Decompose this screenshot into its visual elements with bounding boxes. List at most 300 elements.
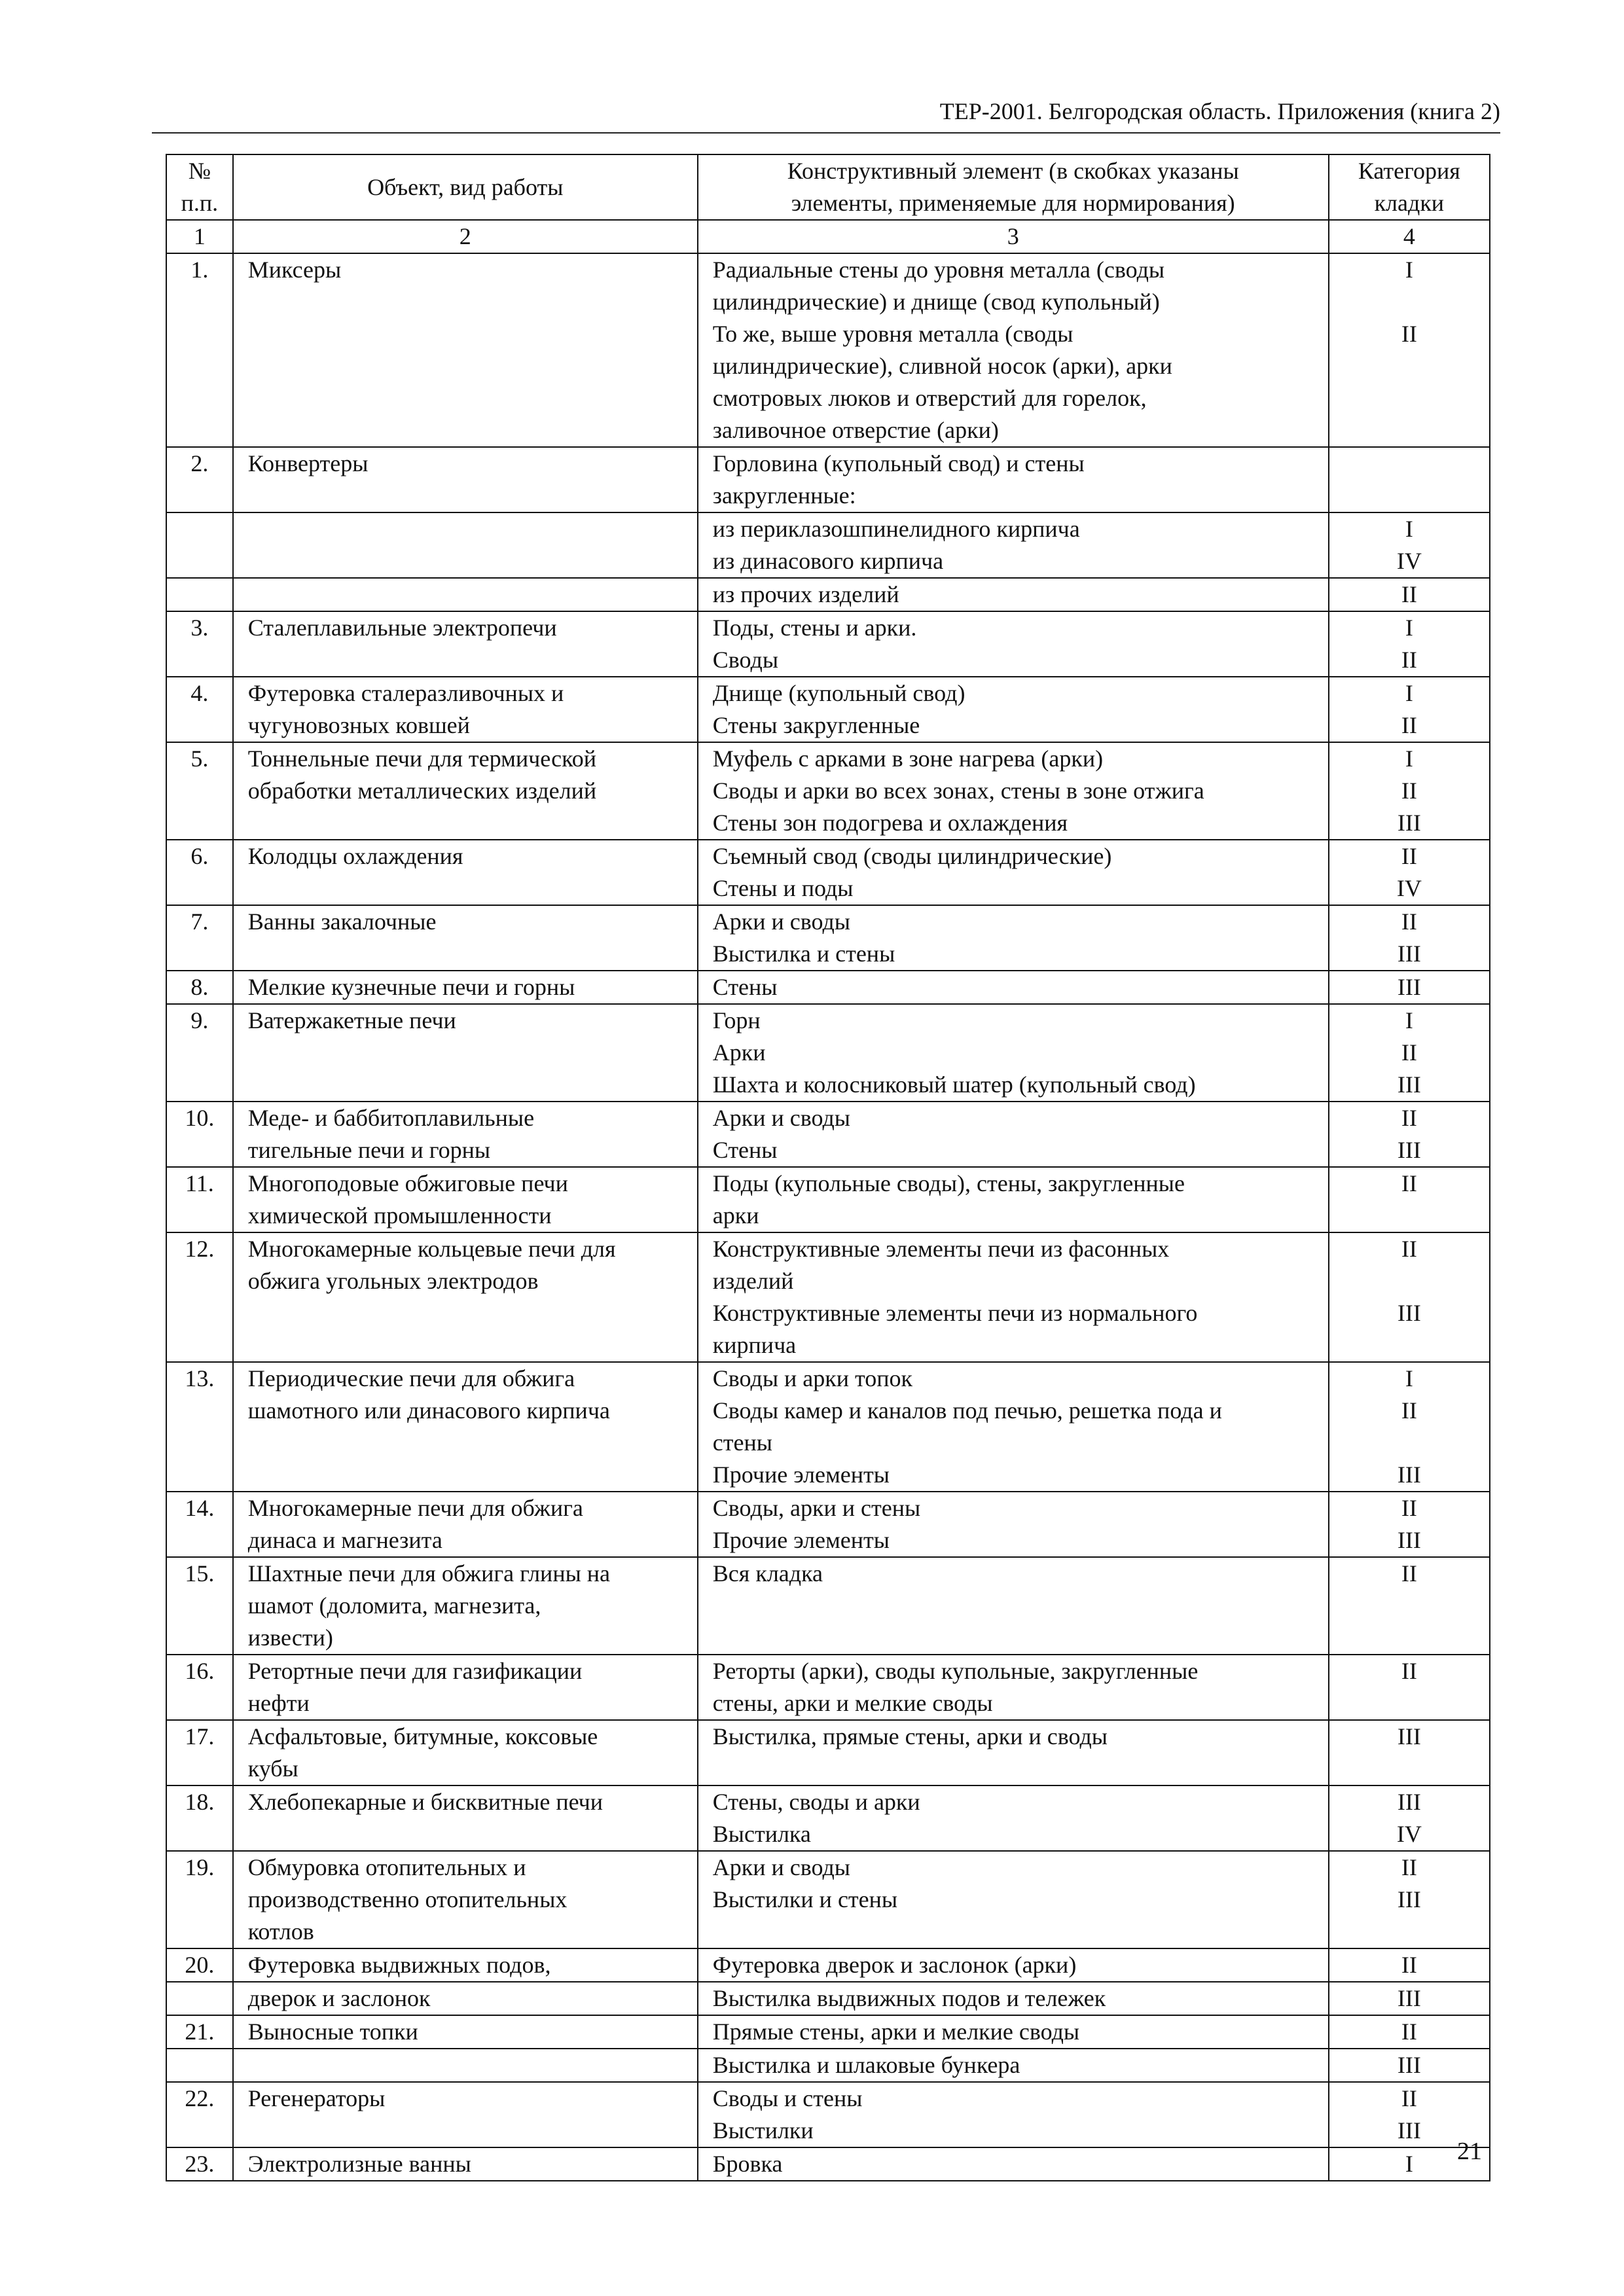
cell-line: изделий bbox=[712, 1268, 794, 1294]
cell-line: Ватержакетные печи bbox=[247, 1007, 456, 1033]
header-line: кладки bbox=[1374, 190, 1445, 216]
cell-line: II bbox=[1401, 1560, 1417, 1587]
cell-line: нефти bbox=[247, 1690, 310, 1716]
cell-line: закругленные: bbox=[712, 482, 856, 509]
cell-line: Горн bbox=[712, 1007, 761, 1033]
object-cell bbox=[233, 1362, 698, 1492]
table-row bbox=[166, 1785, 1490, 1851]
cell-line: IV bbox=[1396, 548, 1422, 574]
cell-line bbox=[167, 579, 232, 611]
element-cell bbox=[698, 1785, 1329, 1851]
cell-line: III bbox=[1397, 1300, 1421, 1326]
row-number-cell bbox=[166, 1232, 233, 1362]
table-row bbox=[166, 677, 1490, 742]
cell-line: Сталеплавильные электропечи bbox=[247, 615, 557, 641]
row-number-cell bbox=[166, 578, 233, 611]
cell-line: 4. bbox=[190, 680, 209, 706]
table-row bbox=[166, 611, 1490, 677]
row-number-cell bbox=[166, 1167, 233, 1232]
element-cell bbox=[698, 905, 1329, 971]
header-line: п.п. bbox=[181, 190, 219, 216]
table-row bbox=[166, 253, 1490, 447]
cell-line: Ванны закалочные bbox=[247, 908, 437, 935]
category-cell bbox=[1329, 611, 1490, 677]
row-number-cell bbox=[166, 1982, 233, 2015]
category-cell bbox=[1329, 971, 1490, 1004]
category-cell bbox=[1329, 1004, 1490, 1102]
table-row bbox=[166, 2015, 1490, 2049]
cell-line: Своды камер и каналов под печью, решетка пода и bbox=[712, 1397, 1222, 1424]
element-cell bbox=[698, 1492, 1329, 1557]
cell-line: Футеровка дверок и заслонок (арки) bbox=[712, 1952, 1077, 1978]
cell-line: 19. bbox=[185, 1854, 215, 1880]
cell-line: Стены закругленные bbox=[712, 712, 920, 738]
category-cell bbox=[1329, 677, 1490, 742]
cell-line: котлов bbox=[247, 1918, 314, 1945]
cell-line: III bbox=[1397, 1886, 1421, 1912]
header-row bbox=[166, 154, 1490, 220]
element-cell bbox=[698, 2082, 1329, 2147]
cell-line: Электролизные ванны bbox=[247, 2151, 471, 2177]
cell-line: I bbox=[1405, 1007, 1413, 1033]
element-cell bbox=[698, 1982, 1329, 2015]
element-cell bbox=[698, 1362, 1329, 1492]
header-line: № bbox=[188, 158, 211, 184]
object-cell bbox=[233, 1948, 698, 1982]
category-cell bbox=[1329, 2015, 1490, 2049]
element-cell bbox=[698, 677, 1329, 742]
cell-line: производственно отопительных bbox=[247, 1886, 568, 1912]
table-row bbox=[166, 2082, 1490, 2147]
category-cell bbox=[1329, 1720, 1490, 1785]
cell-line: I bbox=[1405, 1365, 1413, 1391]
element-cell bbox=[698, 1167, 1329, 1232]
cell-line bbox=[248, 513, 683, 545]
cell-line: химической промышленности bbox=[247, 1202, 552, 1229]
cell-line: Прямые стены, арки и мелкие своды bbox=[712, 2018, 1080, 2045]
cell-line: II bbox=[1401, 778, 1417, 804]
element-cell bbox=[698, 1851, 1329, 1948]
cell-line: III bbox=[1397, 2052, 1421, 2078]
cell-line: 15. bbox=[185, 1560, 215, 1587]
element-cell bbox=[698, 578, 1329, 611]
table-row bbox=[166, 1004, 1490, 1102]
cell-line: стены bbox=[712, 1429, 772, 1456]
object-cell bbox=[233, 971, 698, 1004]
cell-line: Своды и стены bbox=[712, 2085, 863, 2111]
element-cell bbox=[698, 2015, 1329, 2049]
cell-line: Своды и арки во всех зонах, стены в зоне отжига bbox=[712, 778, 1204, 804]
row-number-cell bbox=[166, 512, 233, 578]
cell-line: 9. bbox=[190, 1007, 209, 1033]
cell-line: Своды, арки и стены bbox=[712, 1495, 921, 1521]
category-cell bbox=[1329, 1851, 1490, 1948]
cell-line: III bbox=[1397, 974, 1421, 1000]
cell-line: II bbox=[1401, 1170, 1417, 1196]
cell-line: Многоподовые обжиговые печи bbox=[247, 1170, 568, 1196]
cell-line: 2. bbox=[190, 450, 209, 476]
col-number: 4 bbox=[1329, 220, 1490, 253]
category-cell bbox=[1329, 1232, 1490, 1362]
header-rule bbox=[152, 132, 1500, 134]
category-cell bbox=[1329, 905, 1490, 971]
cell-line: чугуновозных ковшей bbox=[247, 712, 470, 738]
object-cell bbox=[233, 1982, 698, 2015]
object-cell bbox=[233, 2049, 698, 2082]
cell-line: тигельные печи и горны bbox=[247, 1137, 491, 1163]
cell-line: Периодические печи для обжига bbox=[247, 1365, 575, 1391]
cell-line: III bbox=[1397, 2117, 1421, 2144]
cell-line: Поды (купольные своды), стены, закругленные bbox=[712, 1170, 1185, 1196]
cell-line: Асфальтовые, битумные, коксовые bbox=[247, 1723, 598, 1749]
cell-line: II bbox=[1401, 1105, 1417, 1131]
cell-line: Выстилка выдвижных подов и тележек bbox=[712, 1985, 1106, 2011]
table-row bbox=[166, 1232, 1490, 1362]
row-number-cell bbox=[166, 1948, 233, 1982]
element-cell bbox=[698, 1102, 1329, 1167]
table-row bbox=[166, 2049, 1490, 2082]
cell-line: 7. bbox=[190, 908, 209, 935]
cell-line: обжига угольных электродов bbox=[247, 1268, 539, 1294]
cell-line: кирпича bbox=[712, 1332, 797, 1358]
object-cell bbox=[233, 1102, 698, 1167]
cell-line: 18. bbox=[185, 1789, 215, 1815]
table-row bbox=[166, 1102, 1490, 1167]
object-cell bbox=[233, 1004, 698, 1102]
cell-line bbox=[248, 579, 683, 611]
cell-line: Стены bbox=[712, 1137, 778, 1163]
row-number-cell bbox=[166, 1492, 233, 1557]
cell-line: Регенераторы bbox=[247, 2085, 386, 2111]
cell-line bbox=[167, 1982, 232, 2015]
cell-line: Бровка bbox=[712, 2151, 783, 2177]
cell-line: II bbox=[1401, 1658, 1417, 1684]
cell-line: извести) bbox=[247, 1624, 333, 1651]
object-cell bbox=[233, 1557, 698, 1655]
category-cell bbox=[1329, 1167, 1490, 1232]
cell-line: Футеровка сталеразливочных и bbox=[247, 680, 564, 706]
row-number-cell bbox=[166, 840, 233, 905]
cell-line: Выстилки и стены bbox=[712, 1886, 898, 1912]
cell-line: Радиальные стены до уровня металла (своды bbox=[712, 257, 1165, 283]
cell-line: 22. bbox=[185, 2085, 215, 2111]
row-number-cell bbox=[166, 971, 233, 1004]
object-cell bbox=[233, 1492, 698, 1557]
cell-line: из динасового кирпича bbox=[712, 548, 944, 574]
table-row bbox=[166, 1362, 1490, 1492]
table-row bbox=[166, 905, 1490, 971]
element-cell bbox=[698, 1720, 1329, 1785]
column-number-row bbox=[166, 220, 1490, 253]
table-row bbox=[166, 1492, 1490, 1557]
category-cell bbox=[1329, 447, 1490, 512]
table-row bbox=[166, 1655, 1490, 1720]
cell-line: Выстилка bbox=[712, 1821, 811, 1847]
cell-line: 6. bbox=[190, 843, 209, 869]
cell-line: из периклазошпинелидного кирпича bbox=[712, 516, 1080, 542]
cell-line: То же, выше уровня металла (своды bbox=[712, 321, 1074, 347]
category-cell bbox=[1329, 1655, 1490, 1720]
table-row bbox=[166, 1167, 1490, 1232]
cell-line bbox=[167, 513, 232, 545]
row-number-cell bbox=[166, 742, 233, 840]
cell-line: III bbox=[1397, 1071, 1421, 1098]
cell-line: 20. bbox=[185, 1952, 215, 1978]
cell-line: 14. bbox=[185, 1495, 215, 1521]
cell-line: Поды, стены и арки. bbox=[712, 615, 917, 641]
cell-line: I bbox=[1405, 615, 1413, 641]
element-cell bbox=[698, 1655, 1329, 1720]
cell-line: из прочих изделий bbox=[712, 581, 899, 607]
cell-line: 1. bbox=[190, 257, 209, 283]
cell-line: IV bbox=[1396, 1821, 1422, 1847]
cell-line: III bbox=[1397, 1462, 1421, 1488]
object-cell bbox=[233, 742, 698, 840]
table-row bbox=[166, 1851, 1490, 1948]
page-number: 21 bbox=[1457, 2138, 1482, 2165]
cell-line: I bbox=[1405, 680, 1413, 706]
col-number: 1 bbox=[166, 220, 233, 253]
category-cell bbox=[1329, 1557, 1490, 1655]
cell-line: Стены и поды bbox=[712, 875, 854, 901]
cell-line: 5. bbox=[190, 745, 209, 772]
cell-line: II bbox=[1401, 1236, 1417, 1262]
cell-line: II bbox=[1401, 843, 1417, 869]
cell-line: Муфель с арками в зоне нагрева (арки) bbox=[712, 745, 1104, 772]
element-cell bbox=[698, 447, 1329, 512]
cell-line: 16. bbox=[185, 1658, 215, 1684]
col-number: 2 bbox=[233, 220, 698, 253]
category-cell bbox=[1329, 2049, 1490, 2082]
object-cell bbox=[233, 2147, 698, 2181]
object-cell bbox=[233, 1851, 698, 1948]
table-row bbox=[166, 578, 1490, 611]
object-cell bbox=[233, 905, 698, 971]
cell-line: 11. bbox=[185, 1170, 214, 1196]
header-line: элементы, применяемые для нормирования) bbox=[791, 190, 1235, 216]
category-cell bbox=[1329, 1785, 1490, 1851]
row-number-cell bbox=[166, 1655, 233, 1720]
cell-line: 13. bbox=[185, 1365, 215, 1391]
row-number-cell bbox=[166, 677, 233, 742]
cell-line: Конвертеры bbox=[247, 450, 369, 476]
category-cell bbox=[1329, 1492, 1490, 1557]
table-row bbox=[166, 742, 1490, 840]
row-number-cell bbox=[166, 611, 233, 677]
cell-line: II bbox=[1401, 1397, 1417, 1424]
cell-line: II bbox=[1401, 1039, 1417, 1066]
cell-line: 23. bbox=[185, 2151, 215, 2177]
category-cell bbox=[1329, 1362, 1490, 1492]
table-row bbox=[166, 447, 1490, 512]
category-cell bbox=[1329, 742, 1490, 840]
element-cell bbox=[698, 1557, 1329, 1655]
row-number-cell bbox=[166, 905, 233, 971]
cell-line bbox=[248, 2049, 683, 2081]
cell-line bbox=[1329, 1427, 1489, 1459]
header-object bbox=[233, 154, 698, 220]
cell-line: Арки bbox=[712, 1039, 766, 1066]
header-category bbox=[1329, 154, 1490, 220]
cell-line: III bbox=[1397, 1137, 1421, 1163]
element-cell bbox=[698, 840, 1329, 905]
object-cell bbox=[233, 1720, 698, 1785]
element-cell bbox=[698, 611, 1329, 677]
cell-line: Арки и своды bbox=[712, 908, 850, 935]
cell-line: II bbox=[1401, 1952, 1417, 1978]
cell-line: Многокамерные кольцевые печи для bbox=[247, 1236, 616, 1262]
element-cell bbox=[698, 742, 1329, 840]
row-number-cell bbox=[166, 2049, 233, 2082]
table-header bbox=[166, 154, 1490, 253]
cell-line: Стены зон подогрева и охлаждения bbox=[712, 810, 1068, 836]
cell-line: II bbox=[1401, 1495, 1417, 1521]
row-number-cell bbox=[166, 1004, 233, 1102]
header-num bbox=[166, 154, 233, 220]
cell-line: обработки металлических изделий bbox=[247, 778, 597, 804]
object-cell bbox=[233, 1167, 698, 1232]
cell-line: III bbox=[1397, 1789, 1421, 1815]
cell-line: Хлебопекарные и бисквитные печи bbox=[247, 1789, 604, 1815]
cell-line: III bbox=[1397, 1985, 1421, 2011]
category-cell bbox=[1329, 840, 1490, 905]
row-number-cell bbox=[166, 1362, 233, 1492]
row-number-cell bbox=[166, 1557, 233, 1655]
cell-line: 12. bbox=[185, 1236, 215, 1262]
cell-line: арки bbox=[712, 1202, 759, 1229]
cell-line: I bbox=[1405, 745, 1413, 772]
cell-line: заливочное отверстие (арки) bbox=[712, 417, 999, 443]
object-cell bbox=[233, 578, 698, 611]
element-cell bbox=[698, 971, 1329, 1004]
cell-line: II bbox=[1401, 581, 1417, 607]
cell-line: Своды и арки топок bbox=[712, 1365, 913, 1391]
cell-line: Обмуровка отопительных и bbox=[247, 1854, 526, 1880]
cell-line: Колодцы охлаждения bbox=[247, 843, 463, 869]
cell-line: Конструктивные элементы печи из фасонных bbox=[712, 1236, 1170, 1262]
cell-line: Горловина (купольный свод) и стены bbox=[712, 450, 1085, 476]
header-line: Категория bbox=[1358, 158, 1460, 184]
cell-line: Съемный свод (своды цилиндрические) bbox=[712, 843, 1112, 869]
cell-line: дверок и заслонок bbox=[247, 1985, 431, 2011]
cell-line: Выносные топки bbox=[247, 2018, 418, 2045]
object-cell bbox=[233, 512, 698, 578]
object-cell bbox=[233, 677, 698, 742]
cell-line: III bbox=[1397, 810, 1421, 836]
cell-line: цилиндрические), сливной носок (арки), арки bbox=[712, 353, 1172, 379]
cell-line bbox=[167, 2049, 232, 2081]
table-row bbox=[166, 1948, 1490, 1982]
cell-line: II bbox=[1401, 647, 1417, 673]
cell-line: Миксеры bbox=[247, 257, 342, 283]
cell-line: Конструктивные элементы печи из нормального bbox=[712, 1300, 1198, 1326]
category-cell bbox=[1329, 578, 1490, 611]
cell-line: Арки и своды bbox=[712, 1854, 850, 1880]
cell-line: Прочие элементы bbox=[712, 1462, 890, 1488]
cell-line: I bbox=[1405, 257, 1413, 283]
table-row bbox=[166, 971, 1490, 1004]
object-cell bbox=[233, 1785, 698, 1851]
cell-line: Шахта и колосниковый шатер (купольный свод) bbox=[712, 1071, 1196, 1098]
table-row bbox=[166, 1557, 1490, 1655]
col-number: 3 bbox=[698, 220, 1329, 253]
cell-line: Шахтные печи для обжига глины на bbox=[247, 1560, 611, 1587]
cell-line: 10. bbox=[185, 1105, 215, 1131]
cell-line: II bbox=[1401, 2018, 1417, 2045]
row-number-cell bbox=[166, 2015, 233, 2049]
category-cell bbox=[1329, 512, 1490, 578]
cell-line: Ретортные печи для газификации bbox=[247, 1658, 583, 1684]
cell-line: Меде- и баббитоплавильные bbox=[247, 1105, 535, 1131]
masonry-category-table bbox=[166, 154, 1490, 2181]
cell-line: стены, арки и мелкие своды bbox=[712, 1690, 993, 1716]
cell-line: III bbox=[1397, 941, 1421, 967]
cell-line: Мелкие кузнечные печи и горны bbox=[247, 974, 575, 1000]
header-line: Объект, вид работы bbox=[367, 173, 564, 200]
element-cell bbox=[698, 1948, 1329, 1982]
cell-line: II bbox=[1401, 712, 1417, 738]
cell-line bbox=[1329, 286, 1489, 318]
cell-line: 3. bbox=[190, 615, 209, 641]
header-element bbox=[698, 154, 1329, 220]
cell-line: IV bbox=[1396, 875, 1422, 901]
cell-line: 8. bbox=[190, 974, 209, 1000]
element-cell bbox=[698, 1004, 1329, 1102]
object-cell bbox=[233, 447, 698, 512]
category-cell bbox=[1329, 1102, 1490, 1167]
object-cell bbox=[233, 1655, 698, 1720]
object-cell bbox=[233, 1232, 698, 1362]
element-cell bbox=[698, 1232, 1329, 1362]
category-cell bbox=[1329, 1948, 1490, 1982]
cell-line: Выстилка, прямые стены, арки и своды bbox=[712, 1723, 1108, 1749]
cell-line: Арки и своды bbox=[712, 1105, 850, 1131]
row-number-cell bbox=[166, 253, 233, 447]
object-cell bbox=[233, 611, 698, 677]
cell-line: Вся кладка bbox=[712, 1560, 823, 1587]
cell-line: 17. bbox=[185, 1723, 215, 1749]
cell-line: 21. bbox=[185, 2018, 215, 2045]
cell-line: II bbox=[1401, 321, 1417, 347]
row-number-cell bbox=[166, 1720, 233, 1785]
object-cell bbox=[233, 840, 698, 905]
element-cell bbox=[698, 512, 1329, 578]
running-header: ТЕР-2001. Белгородская область. Приложения (книга 2) bbox=[939, 98, 1500, 124]
cell-line: Многокамерные печи для обжига bbox=[247, 1495, 583, 1521]
cell-line: динаса и магнезита bbox=[247, 1527, 442, 1553]
table-row bbox=[166, 2147, 1490, 2181]
cell-line bbox=[1329, 448, 1489, 480]
cell-line: Выстилки bbox=[712, 2117, 814, 2144]
cell-line: Днище (купольный свод) bbox=[712, 680, 965, 706]
cell-line: I bbox=[1405, 2151, 1413, 2177]
table-row bbox=[166, 840, 1490, 905]
cell-line: Футеровка выдвижных подов, bbox=[247, 1952, 551, 1978]
cell-line: II bbox=[1401, 908, 1417, 935]
cell-line: Стены, своды и арки bbox=[712, 1789, 920, 1815]
cell-line: цилиндрические) и днище (свод купольный) bbox=[712, 289, 1160, 315]
row-number-cell bbox=[166, 1785, 233, 1851]
row-number-cell bbox=[166, 1851, 233, 1948]
cell-line: Стены bbox=[712, 974, 778, 1000]
row-number-cell bbox=[166, 447, 233, 512]
row-number-cell bbox=[166, 2082, 233, 2147]
category-cell bbox=[1329, 1982, 1490, 2015]
cell-line: шамотного или динасового кирпича bbox=[247, 1397, 610, 1424]
cell-line: кубы bbox=[247, 1755, 298, 1782]
cell-line: I bbox=[1405, 516, 1413, 542]
cell-line: Выстилка и стены bbox=[712, 941, 895, 967]
